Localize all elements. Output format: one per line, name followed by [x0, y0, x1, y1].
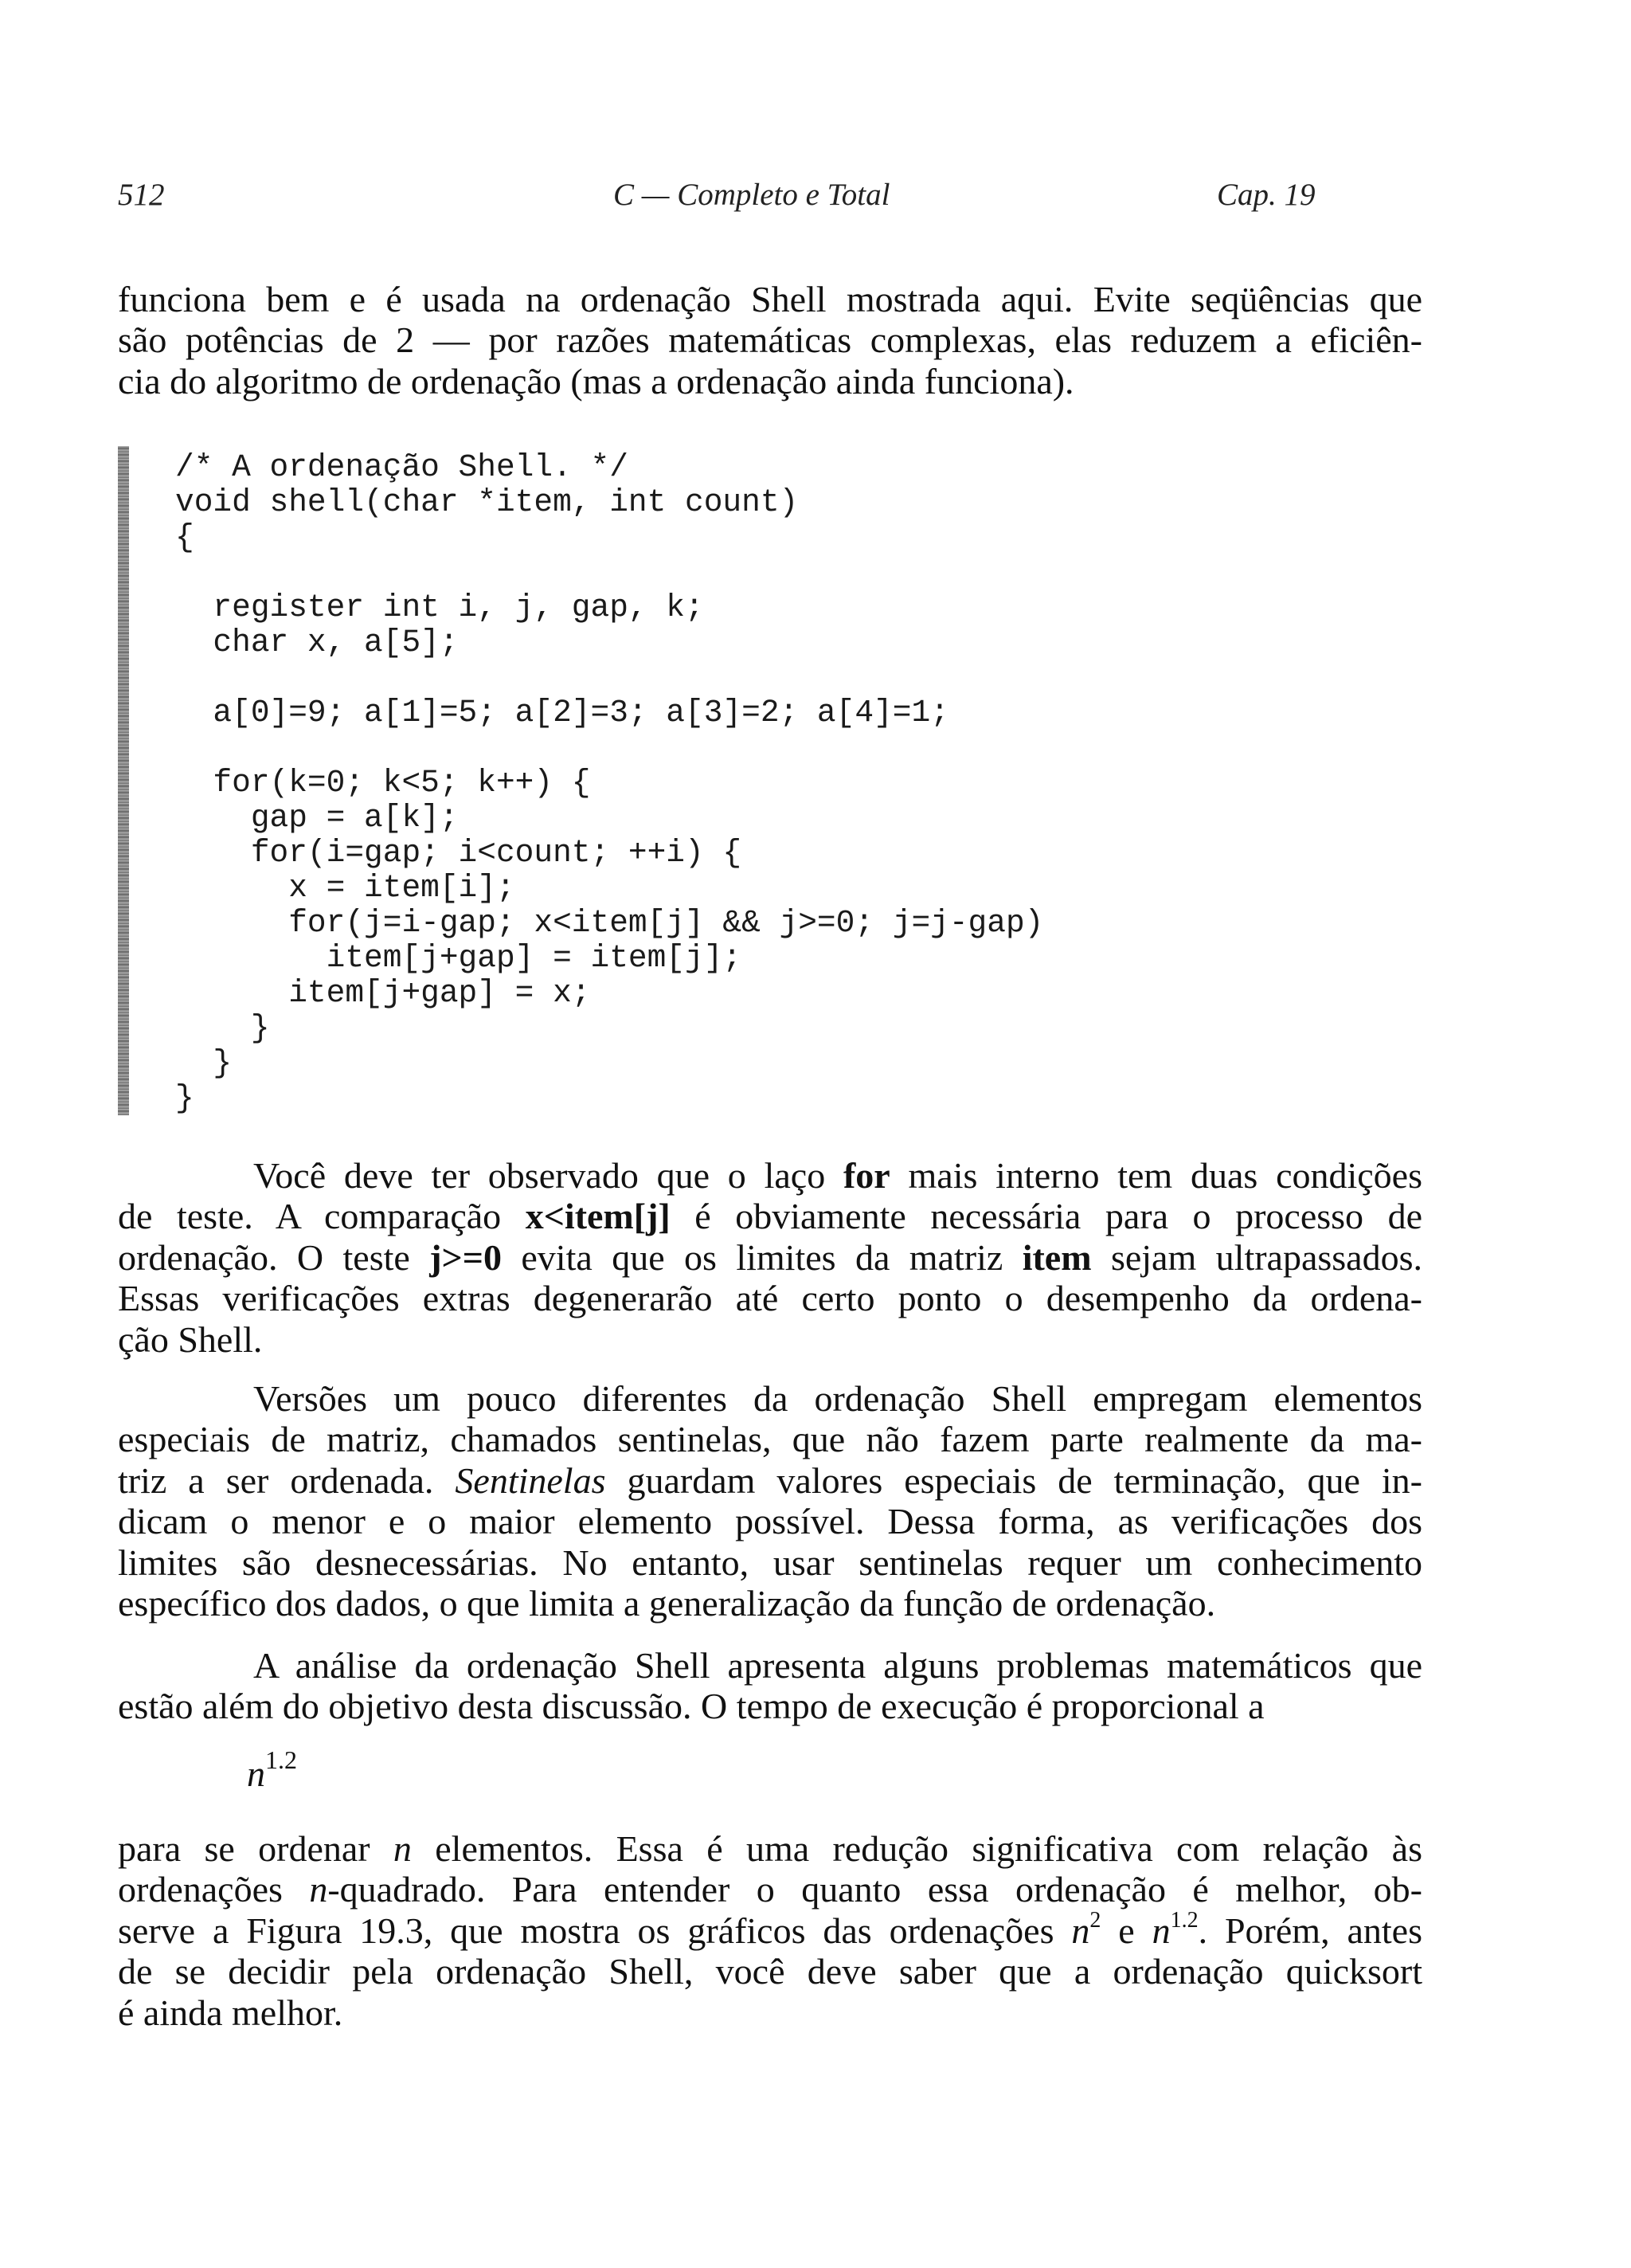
code-line — [175, 660, 1043, 695]
page-number: 512 — [118, 178, 165, 212]
chapter-label: Cap. 19 — [1217, 178, 1316, 212]
text-run: serve a Figura 19.3, que mostra os gráficos das ordenações — [118, 1910, 1072, 1951]
text-line — [118, 1828, 1422, 1869]
code-line: gap = a[k]; — [175, 800, 459, 836]
bold-keyword: for — [843, 1155, 890, 1196]
text-line: de se decidir pela ordenação Shell, você deve saber que a ordenação quicksort — [118, 1951, 1422, 1992]
text-run: mais interno tem duas condições — [890, 1155, 1423, 1196]
text-run: evita que os limites da matriz — [501, 1236, 1023, 1278]
text-run: e — [1101, 1910, 1152, 1951]
italic-variable: n — [1152, 1910, 1171, 1951]
italic-variable: n — [393, 1828, 412, 1869]
italic-variable: n — [1071, 1910, 1090, 1951]
text-run: elementos. Essa é uma redução significativa com relação às — [411, 1828, 1422, 1869]
text-run: ordenação. O teste — [118, 1236, 430, 1278]
text-line: limites são desnecessárias. No entanto, usar sentinelas requer um conhecimento — [118, 1541, 1422, 1583]
formula-base: n — [247, 1753, 265, 1794]
code-margin-bar — [118, 446, 129, 1115]
code-line: char x, a[5]; — [175, 625, 459, 660]
code-line: for(j=i-gap; x<item[j] && j>=0; j=j-gap) — [175, 905, 1044, 941]
text-line — [118, 1155, 1422, 1196]
text-line: A análise da ordenação Shell apresenta alguns problemas matemáticos que — [253, 1645, 1422, 1686]
code-line: a[0]=9; a[1]=5; a[2]=3; a[3]=2; a[4]=1; — [175, 695, 949, 731]
running-title: C — Completo e Total — [613, 178, 890, 212]
text-line — [118, 1237, 1422, 1278]
code-line: register int i, j, gap, k; — [175, 590, 704, 625]
text-line — [118, 1460, 1422, 1501]
code-line: for(k=0; k<5; k++) { — [175, 765, 591, 801]
paragraph-for-loop — [118, 1155, 1422, 1360]
text-line: especiais de matriz, chamados sentinelas, que não fazem parte realmente da ma- — [118, 1419, 1422, 1460]
text-run: ordenações — [118, 1869, 310, 1910]
text-line: dicam o menor e o maior elemento possível. Dessa forma, as verificações dos — [118, 1501, 1422, 1542]
complexity-formula — [247, 1745, 297, 1795]
code-line: item[j+gap] = item[j]; — [175, 940, 742, 976]
italic-variable: n — [309, 1869, 328, 1910]
code-line: for(i=gap; i<count; ++i) { — [175, 835, 742, 871]
code-line: /* A ordenação Shell. */ — [175, 449, 628, 485]
text-run: triz a ser ordenada. — [118, 1459, 456, 1501]
text-line: é ainda melhor. — [118, 1992, 343, 2033]
exponent: 1.2 — [1170, 1907, 1199, 1933]
code-line — [175, 731, 1043, 766]
code-line: void shell(char *item, int count) — [175, 484, 799, 520]
code-line: } — [175, 1080, 194, 1116]
text-run: guardam valores especiais de terminação, que in- — [605, 1459, 1423, 1501]
code-line — [175, 555, 1043, 590]
bold-keyword: j>=0 — [429, 1236, 502, 1278]
intro-paragraph — [118, 279, 1422, 402]
text-line: estão além do objetivo desta discussão. O tempo de execução é proporcional a — [118, 1686, 1265, 1727]
text-run: Você deve ter observado que o laço — [253, 1155, 843, 1196]
code-line: item[j+gap] = x; — [175, 975, 591, 1011]
text-line — [118, 1196, 1422, 1236]
code-line: { — [175, 519, 194, 555]
exponent: 2 — [1089, 1907, 1101, 1933]
paragraph-comparison — [118, 1828, 1422, 2033]
code-line: x = item[i]; — [175, 870, 515, 906]
code-line: } — [175, 1010, 270, 1046]
text-line: funciona bem e é usada na ordenação Shell mostrada aqui. Evite seqüências que — [118, 279, 1422, 319]
text-line — [118, 1869, 1422, 1910]
bold-keyword: x<item[j] — [525, 1196, 671, 1237]
text-line: ção Shell. — [118, 1318, 263, 1360]
italic-term: Sentinelas — [455, 1459, 606, 1501]
bold-keyword: item — [1022, 1236, 1092, 1278]
text-run: sejam ultrapassados. — [1091, 1236, 1422, 1278]
paragraph-analysis — [118, 1645, 1422, 1727]
text-line: são potências de 2 — por razões matemáticas complexas, elas reduzem a eficiên- — [118, 319, 1422, 361]
code-listing — [175, 450, 1043, 1116]
code-line: } — [175, 1045, 233, 1081]
text-run: -quadrado. Para entender o quanto essa ordenação é melhor, ob- — [327, 1869, 1422, 1910]
paragraph-sentinels — [118, 1378, 1422, 1624]
text-run: é obviamente necessária para o processo de — [670, 1196, 1422, 1237]
text-line: Versões um pouco diferentes da ordenação Shell empregam elementos — [253, 1378, 1422, 1419]
formula-exponent: 1.2 — [265, 1745, 297, 1774]
text-run: de teste. A comparação — [118, 1196, 526, 1237]
text-run: para se ordenar — [118, 1828, 393, 1869]
text-line — [118, 1907, 1422, 1951]
text-line: Essas verificações extras degenerarão até certo ponto o desempenho da ordena- — [118, 1278, 1422, 1319]
text-run: . Porém, antes — [1198, 1910, 1422, 1951]
text-line: cia do algoritmo de ordenação (mas a ordenação ainda funciona). — [118, 360, 1074, 402]
text-line: específico dos dados, o que limita a generalização da função de ordenação. — [118, 1583, 1216, 1624]
